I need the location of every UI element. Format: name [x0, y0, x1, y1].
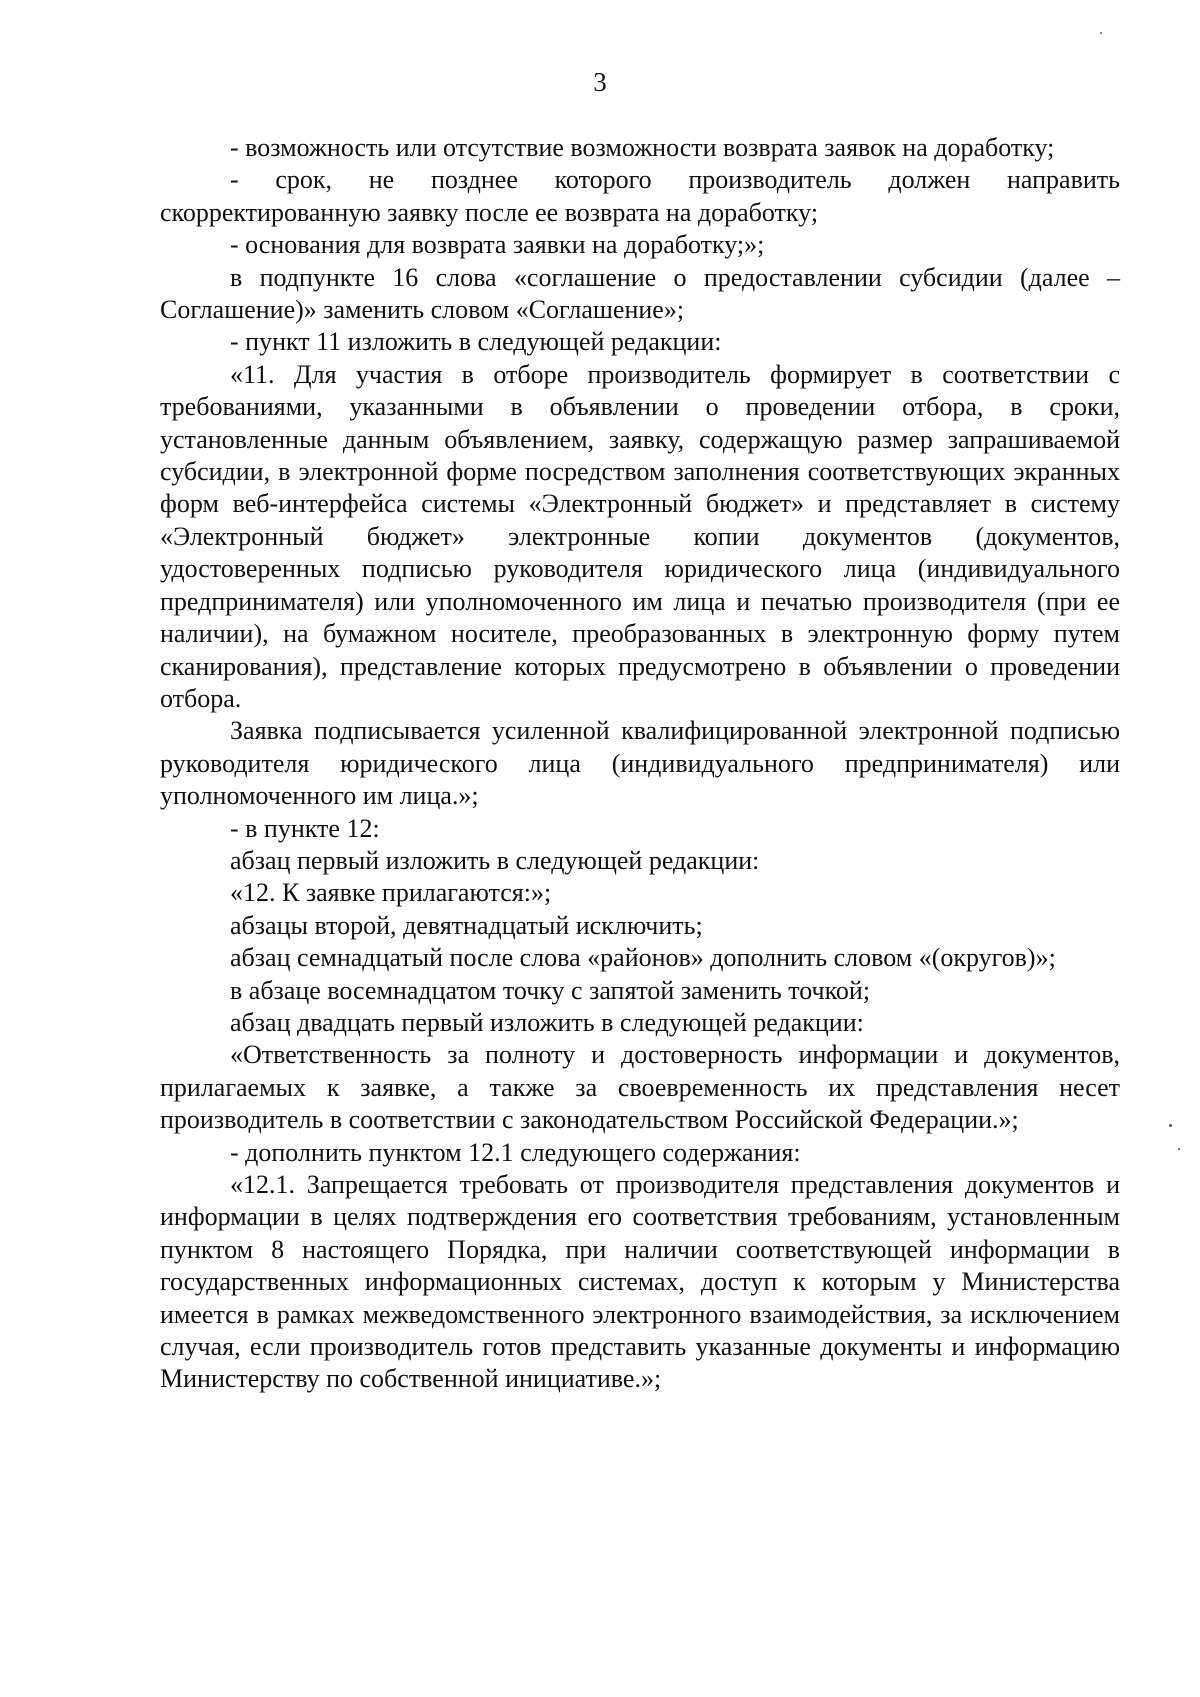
paragraph: - срок, не позднее которого производитель должен направить скорректированную заявку после ее возврата на доработку; — [160, 165, 1120, 227]
paragraph: Заявка подписывается усиленной квалифицированной электронной подписью руководителя юридического лица (индивидуального предпринимателя) или уполномоченного им лица.»; — [160, 716, 1120, 811]
scan-speck — [1100, 32, 1102, 34]
paragraph: в подпункте 16 слова «соглашение о предоставлении субсидии (далее – Соглашение)» заменить словом «Соглашение»; — [160, 262, 1120, 325]
page-number: 3 — [593, 67, 607, 97]
paragraph: - в пункте 12: — [230, 813, 380, 843]
scan-speck — [1169, 1124, 1172, 1127]
paragraph: - пункт 11 изложить в следующей редакции: — [230, 327, 722, 357]
document-body — [160, 132, 1120, 1396]
paragraph: - основания для возврата заявки на доработку;»; — [230, 230, 765, 260]
paragraph: абзац двадцать первый изложить в следующей редакции: — [230, 1007, 864, 1037]
paragraph: в абзаце восемнадцатом точку с запятой заменить точкой; — [230, 975, 871, 1005]
paragraph: «12.1. Запрещается требовать от производителя представления документов и информации в целях подтверждения его соответствия требованиям, установленным пунктом 8 настоящего Порядка, при наличии соответствующей информации в государственных информационных системах, доступ к которым у Министерства имеется в рамках межведомственного электронного взаимодействия, за исключением случая, если производитель готов представить указанные документы и информацию Министерству по собственной инициативе.»; — [160, 1170, 1120, 1394]
paragraph: «Ответственность за полноту и достоверность информации и документов, прилагаемых к заявке, а также за своевременность их представления несет производитель в соответствии с законодательством Российской Федерации.»; — [160, 1040, 1120, 1135]
paragraph: «11. Для участия в отборе производитель формирует в соответствии с требованиями, указанными в объявлении о проведении отбора, в сроки, установленные данным объявлением, заявку, содержащую размер запрашиваемой субсидии, в электронной форме посредством заполнения соответствующих экранных форм веб-интерфейса системы «Электронный бюджет» и представляет в систему «Электронный бюджет» электронные копии документов (документов, удостоверенных подписью руководителя юридического лица (индивидуального предпринимателя) или уполномоченного им лица и печатью производителя (при ее наличии), на бумажном носителе, преобразованных в электронную форму путем сканирования), представление которых предусмотрено в объявлении о проведении отбора. — [160, 359, 1120, 713]
paragraph: абзацы второй, девятнадцатый исключить; — [230, 910, 703, 940]
paragraph: - дополнить пунктом 12.1 следующего содержания: — [230, 1137, 801, 1167]
scan-speck — [1178, 1148, 1180, 1150]
paragraph: - возможность или отсутствие возможности возврата заявок на доработку; — [230, 133, 1055, 162]
paragraph: абзац семнадцатый после слова «районов» дополнить словом «(округов)»; — [230, 943, 1056, 973]
paragraph: «12. К заявке прилагаются:»; — [230, 878, 552, 908]
paragraph: абзац первый изложить в следующей редакции: — [230, 845, 760, 875]
